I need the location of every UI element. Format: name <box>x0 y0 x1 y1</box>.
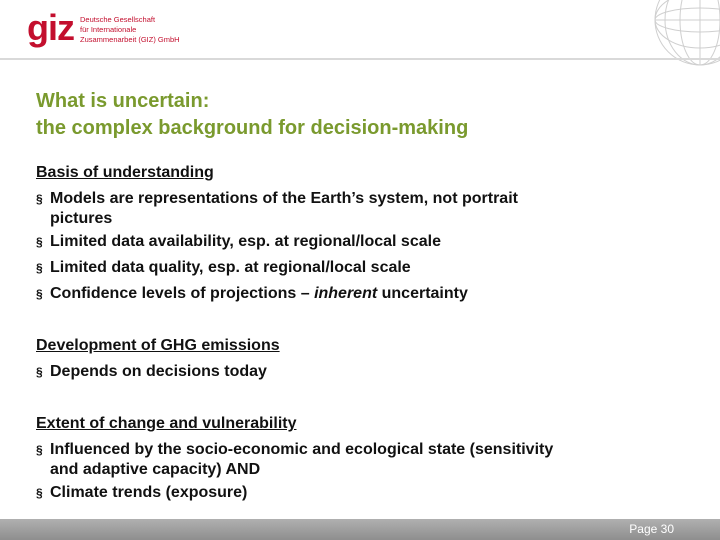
bullet-text: Limited data quality, esp. at regional/local scale <box>50 259 411 276</box>
logo-subtitle <box>80 15 180 45</box>
bullet-item <box>36 437 676 463</box>
square-bullet-icon: § <box>36 235 43 249</box>
bullet-item <box>36 359 676 385</box>
bullet-text-post: uncertainty <box>377 285 468 302</box>
section-vulnerability <box>36 411 676 506</box>
bullet-text: Influenced by the socio-economic and ecological state (sensitivity <box>50 441 554 458</box>
giz-logo: giz <box>27 7 74 48</box>
square-bullet-icon: § <box>36 443 43 457</box>
title-line: What is uncertain: <box>36 90 210 112</box>
section-heading: Basis of understanding <box>36 164 214 181</box>
section-basis <box>36 160 676 307</box>
bullet-item <box>36 480 676 506</box>
title-line: the complex background for decision-making <box>36 117 469 139</box>
footer-bar <box>0 519 720 540</box>
bullet-emphasis: inherent <box>314 285 378 302</box>
logo-line: für Internationale <box>80 25 137 34</box>
header <box>0 0 720 58</box>
section-heading: Development of GHG emissions <box>36 337 280 354</box>
bullet-item <box>36 281 676 307</box>
bullet-continuation: and adaptive capacity) AND <box>50 461 261 478</box>
page-number: Page 30 <box>629 522 674 536</box>
bullet-item <box>36 255 676 281</box>
square-bullet-icon: § <box>36 287 43 301</box>
bullet-continuation: pictures <box>50 210 113 227</box>
logo-line: Deutsche Gesellschaft <box>80 15 156 24</box>
bullet-text: Depends on decisions today <box>50 363 267 380</box>
header-divider <box>0 58 720 60</box>
square-bullet-icon: § <box>36 261 43 275</box>
section-heading: Extent of change and vulnerability <box>36 415 297 432</box>
bullet-text-pre: Confidence levels of projections – <box>50 285 315 302</box>
bullet-item <box>36 186 676 212</box>
bullet-text: Climate trends (exposure) <box>50 484 248 501</box>
slide-title <box>36 88 468 142</box>
bullet-item <box>36 229 676 255</box>
bullet-text: Limited data availability, esp. at regional/local scale <box>50 233 441 250</box>
square-bullet-icon: § <box>36 365 43 379</box>
bullet-text: Models are representations of the Earth’s system, not portrait <box>50 190 518 207</box>
section-ghg <box>36 333 676 385</box>
square-bullet-icon: § <box>36 192 43 206</box>
logo-line: Zusammenarbeit (GIZ) GmbH <box>80 35 180 44</box>
square-bullet-icon: § <box>36 486 43 500</box>
slide-content <box>36 160 676 506</box>
